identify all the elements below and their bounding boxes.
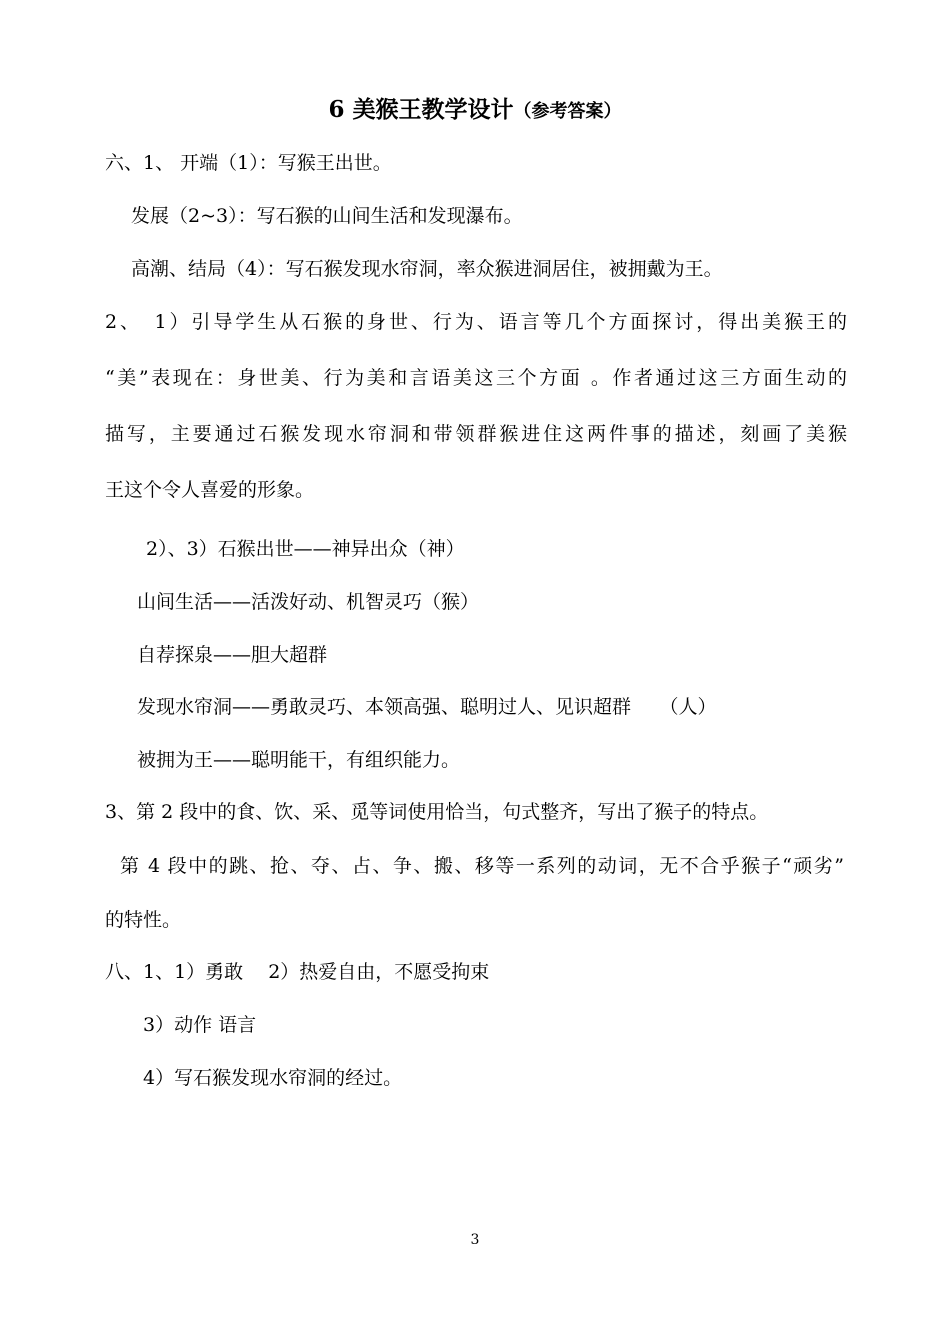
answer-line: 发现水帘洞——勇敢灵巧、本领高强、聪明过人、见识超群 （人）: [137, 696, 717, 718]
answer-line: 六、1、 开端（1）：写猴王出世。: [105, 152, 392, 174]
answer-line: 被拥为王——聪明能干，有组织能力。: [137, 749, 461, 771]
answer-line: 的特性。: [105, 909, 182, 931]
answer-line: 自荐探泉——胆大超群: [137, 644, 328, 666]
answer-line: 第 4 段中的跳、抢、夺、占、争、搬、移等一系列的动词，无不合乎猴子“顽劣”: [120, 855, 844, 877]
answer-line: 八、1、1）勇敢 2）热爱自由，不愿受拘束: [105, 961, 490, 983]
answer-line: 3、第 2 段中的食、饮、采、觅等词使用恰当，句式整齐，写出了猴子的特点。: [105, 801, 769, 823]
page-number: 3: [470, 1232, 480, 1248]
answer-line: 描写，主要通过石猴发现水帘洞和带领群猴进住这两件事的描述，刻画了美猴: [105, 423, 847, 445]
answer-line: 高潮、结局（4）：写石猴发现水帘洞，率众猴进洞居住，被拥戴为王。: [131, 258, 723, 280]
answer-line: 王这个令人喜爱的形象。: [105, 479, 315, 501]
answer-line: 3）动作 语言: [143, 1014, 257, 1036]
answer-line: 4）写石猴发现水帘洞的经过。: [143, 1067, 403, 1089]
title-subtitle: （参考答案）: [513, 101, 622, 122]
page-title: [0, 92, 950, 130]
answer-line: “美”表现在：身世美、行为美和言语美这三个方面 。作者通过这三方面生动的: [105, 367, 847, 389]
title-main: 6 美猴王教学设计: [328, 96, 514, 123]
answer-line: 2、 1）引导学生从石猴的身世、行为、语言等几个方面探讨，得出美猴王的: [105, 311, 847, 333]
answer-line: 2）、3）石猴出世——神异出众（神）: [146, 538, 465, 560]
answer-line: 山间生活——活泼好动、机智灵巧（猴）: [137, 591, 480, 613]
answer-line: 发展（2~3）：写石猴的山间生活和发现瀑布。: [131, 205, 523, 227]
